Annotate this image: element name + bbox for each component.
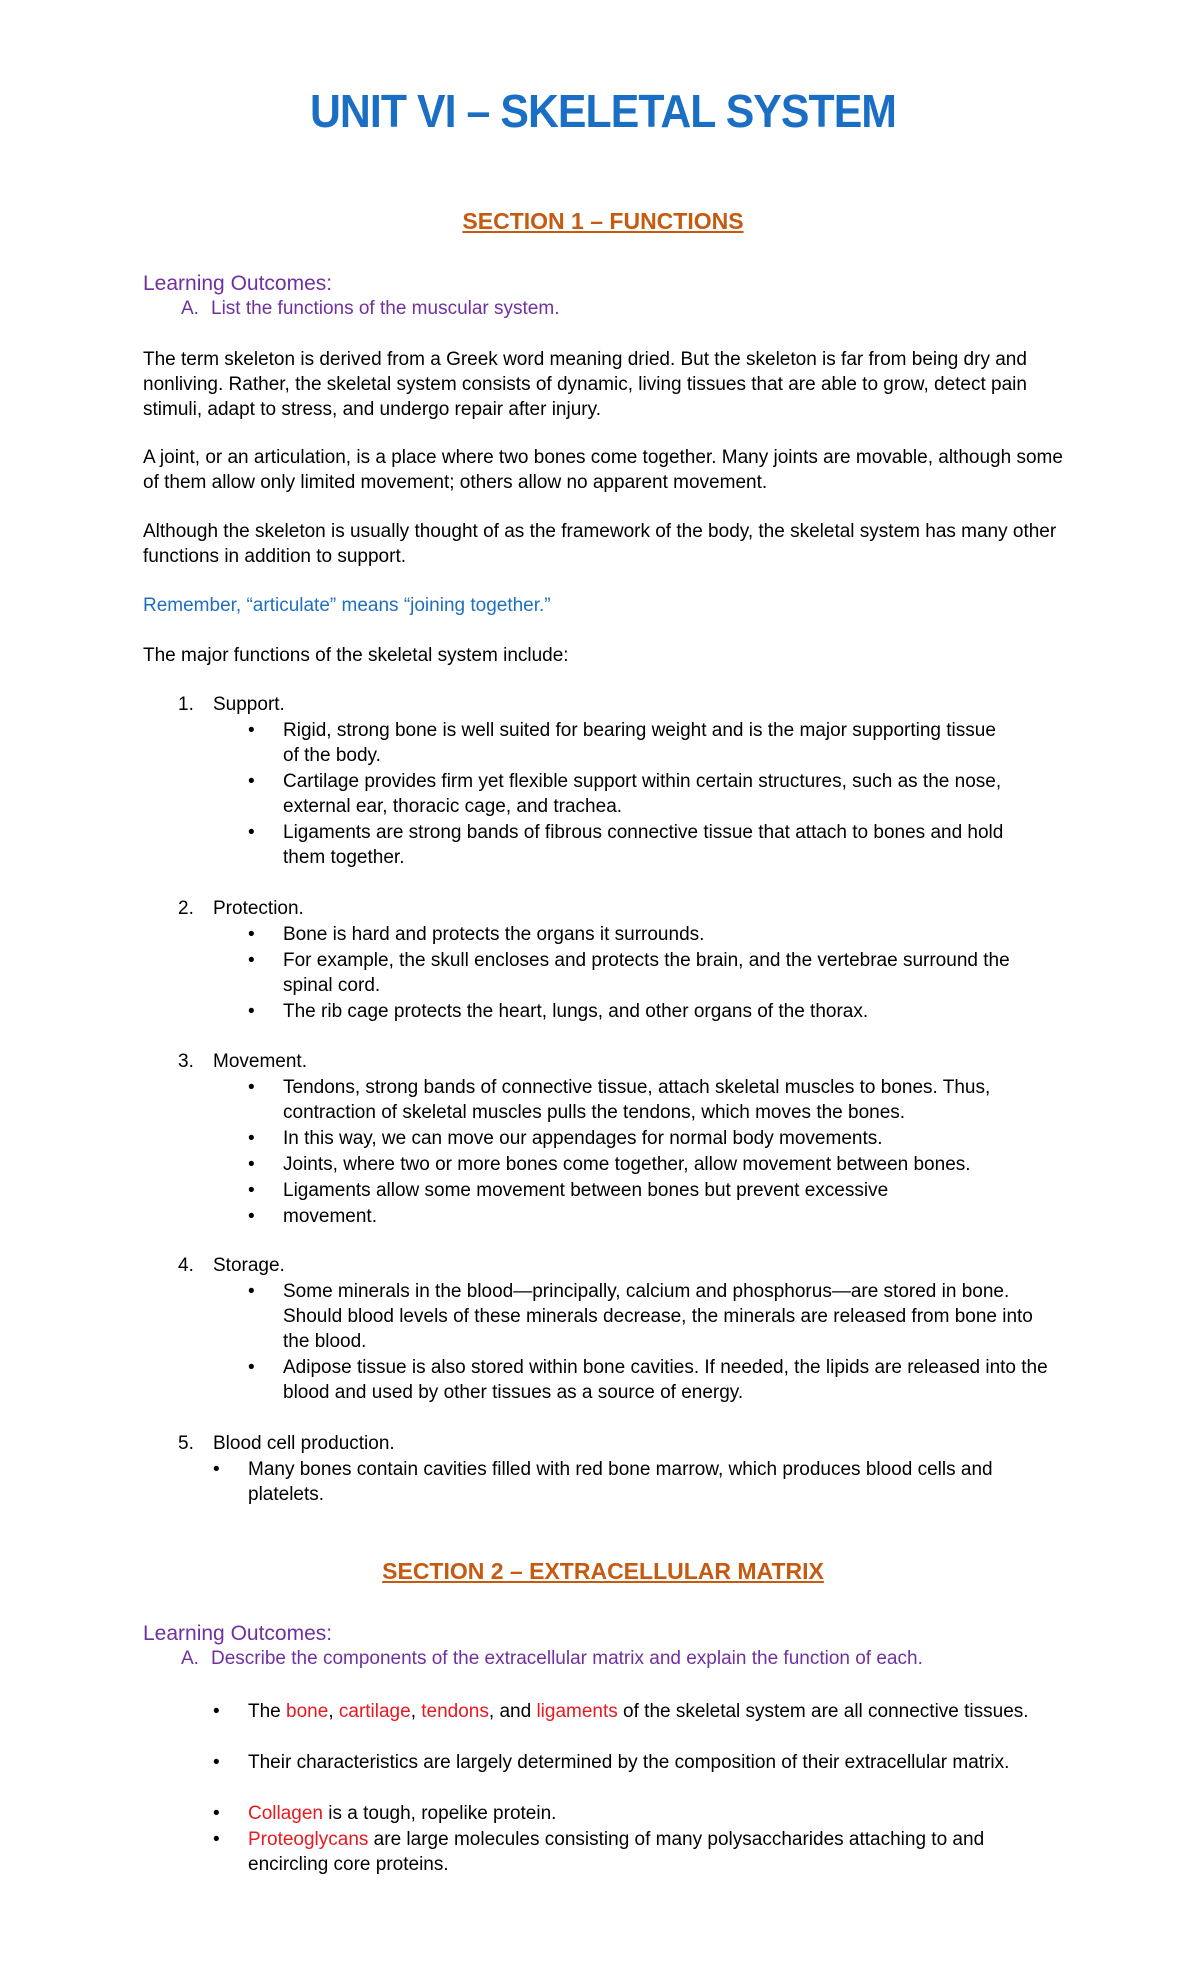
- outcome-text: List the functions of the muscular system.: [211, 298, 560, 319]
- function-title: Movement.: [213, 1051, 307, 1072]
- function-blood-cell-production: [178, 1431, 395, 1456]
- list-item: • Cartilage provides firm yet flexible support within certain structures, such as the nose, external ear, thoracic cage, and trachea.: [248, 771, 1002, 817]
- learning-outcome-a: [181, 298, 560, 320]
- function-support: [178, 692, 285, 717]
- list-item: • Rigid, strong bone is well suited for bearing weight and is the major supporting tissue of the body.: [248, 720, 996, 766]
- paragraph-joint: A joint, or an articulation, is a place where two bones come together. Many joints are movable, although some of them allow only limited movement; others allow no apparent movement.: [143, 447, 1063, 493]
- bullet-icon: •: [248, 720, 255, 741]
- bullet-icon: •: [248, 1180, 255, 1201]
- bullet-icon: •: [248, 1128, 255, 1149]
- bullet-icon: •: [248, 1357, 255, 1378]
- function-title: Blood cell production.: [213, 1433, 395, 1454]
- list-item: • The bone, cartilage, tendons, and ligaments of the skeletal system are all connective tissues.: [213, 1701, 1029, 1722]
- function-protection: [178, 896, 304, 921]
- list-item: • Joints, where two or more bones come together, allow movement between bones.: [248, 1154, 971, 1175]
- outcome-text: Describe the components of the extracellular matrix and explain the function of each.: [211, 1648, 923, 1669]
- outcome-letter: A.: [181, 1648, 199, 1669]
- function-movement: [178, 1049, 307, 1074]
- bullet-icon: •: [248, 924, 255, 945]
- list-item: • Ligaments allow some movement between bones but prevent excessive: [248, 1180, 889, 1201]
- bullet-icon: •: [213, 1752, 220, 1773]
- term-bone: bone: [286, 1701, 329, 1722]
- list-number: 1.: [178, 694, 194, 715]
- outcome-letter: A.: [181, 298, 199, 319]
- bullet-icon: •: [248, 1154, 255, 1175]
- bullet-icon: •: [248, 1206, 255, 1227]
- term-proteoglycans: Proteoglycans: [248, 1829, 369, 1850]
- function-storage: [178, 1253, 285, 1278]
- remember-note: Remember, “articulate” means “joining together.”: [143, 595, 551, 616]
- paragraph-framework: Although the skeleton is usually thought of as the framework of the body, the skeletal system has many other functions in addition to support.: [143, 521, 1057, 567]
- term-cartilage: cartilage: [338, 1701, 411, 1722]
- functions-intro: The major functions of the skeletal system include:: [143, 645, 569, 666]
- bullet-icon: •: [213, 1829, 220, 1850]
- list-item: • Some minerals in the blood—principally, calcium and phosphorus—are stored in bone. Should blood levels of these minerals decrease, the minerals are released from bone into the blood.: [248, 1281, 1033, 1352]
- bullet-icon: •: [248, 950, 255, 971]
- page-title: UNIT VI – SKELETAL SYSTEM: [309, 85, 897, 137]
- learning-outcome-a: [181, 1648, 923, 1670]
- list-item: • movement.: [248, 1206, 377, 1227]
- list-item: • Bone is hard and protects the organs it surrounds.: [248, 924, 705, 945]
- list-item: • Tendons, strong bands of connective tissue, attach skeletal muscles to bones. Thus, contraction of skeletal muscles pulls the tendons, which moves the bones.: [248, 1077, 991, 1123]
- bullet-icon: •: [248, 1281, 255, 1302]
- bullet-icon: •: [213, 1803, 220, 1824]
- list-item: • Adipose tissue is also stored within bone cavities. If needed, the lipids are released into the blood and used by other tissues as a source of energy.: [248, 1357, 1048, 1403]
- bullet-icon: •: [248, 771, 255, 792]
- bullet-icon: •: [248, 1001, 255, 1022]
- section-1-heading: SECTION 1 – FUNCTIONS: [462, 208, 744, 234]
- term-ligaments: ligaments: [536, 1701, 618, 1722]
- bullet-icon: •: [248, 1077, 255, 1098]
- list-number: 2.: [178, 898, 194, 919]
- bullet-icon: •: [248, 822, 255, 843]
- function-title: Storage.: [213, 1255, 285, 1276]
- list-number: 3.: [178, 1051, 194, 1072]
- list-item: • The rib cage protects the heart, lungs, and other organs of the thorax.: [248, 1001, 869, 1022]
- list-item: • Collagen is a tough, ropelike protein.: [213, 1803, 557, 1824]
- learning-outcomes-label: Learning Outcomes:: [143, 272, 333, 295]
- term-tendons: tendons: [421, 1701, 489, 1722]
- list-item: • In this way, we can move our appendages for normal body movements.: [248, 1128, 883, 1149]
- list-item: • For example, the skull encloses and protects the brain, and the vertebrae surround the spinal cord.: [248, 950, 1010, 996]
- list-number: 5.: [178, 1433, 194, 1454]
- bullet-icon: •: [213, 1459, 220, 1480]
- learning-outcomes-label: Learning Outcomes:: [143, 1622, 333, 1645]
- term-collagen: Collagen: [248, 1803, 323, 1824]
- function-title: Protection.: [213, 898, 304, 919]
- function-title: Support.: [213, 694, 285, 715]
- list-number: 4.: [178, 1255, 194, 1276]
- section-2-heading: SECTION 2 – EXTRACELLULAR MATRIX: [382, 1558, 824, 1584]
- list-item: • Many bones contain cavities filled with red bone marrow, which produces blood cells and platelets.: [213, 1459, 993, 1505]
- list-item: • Ligaments are strong bands of fibrous connective tissue that attach to bones and hold them together.: [248, 822, 1004, 868]
- bullet-icon: •: [213, 1701, 220, 1722]
- list-item: • Their characteristics are largely determined by the composition of their extracellular matrix.: [213, 1752, 1010, 1773]
- paragraph-skeleton-term: The term skeleton is derived from a Greek word meaning dried. But the skeleton is far from being dry and nonliving. Rather, the skeletal system consists of dynamic, living tissues that are able to grow, detect pain stimuli, adapt to stress, and undergo repair after injury.: [143, 349, 1027, 420]
- list-item: • Proteoglycans are large molecules consisting of many polysaccharides attaching to and encircling core proteins.: [213, 1829, 985, 1875]
